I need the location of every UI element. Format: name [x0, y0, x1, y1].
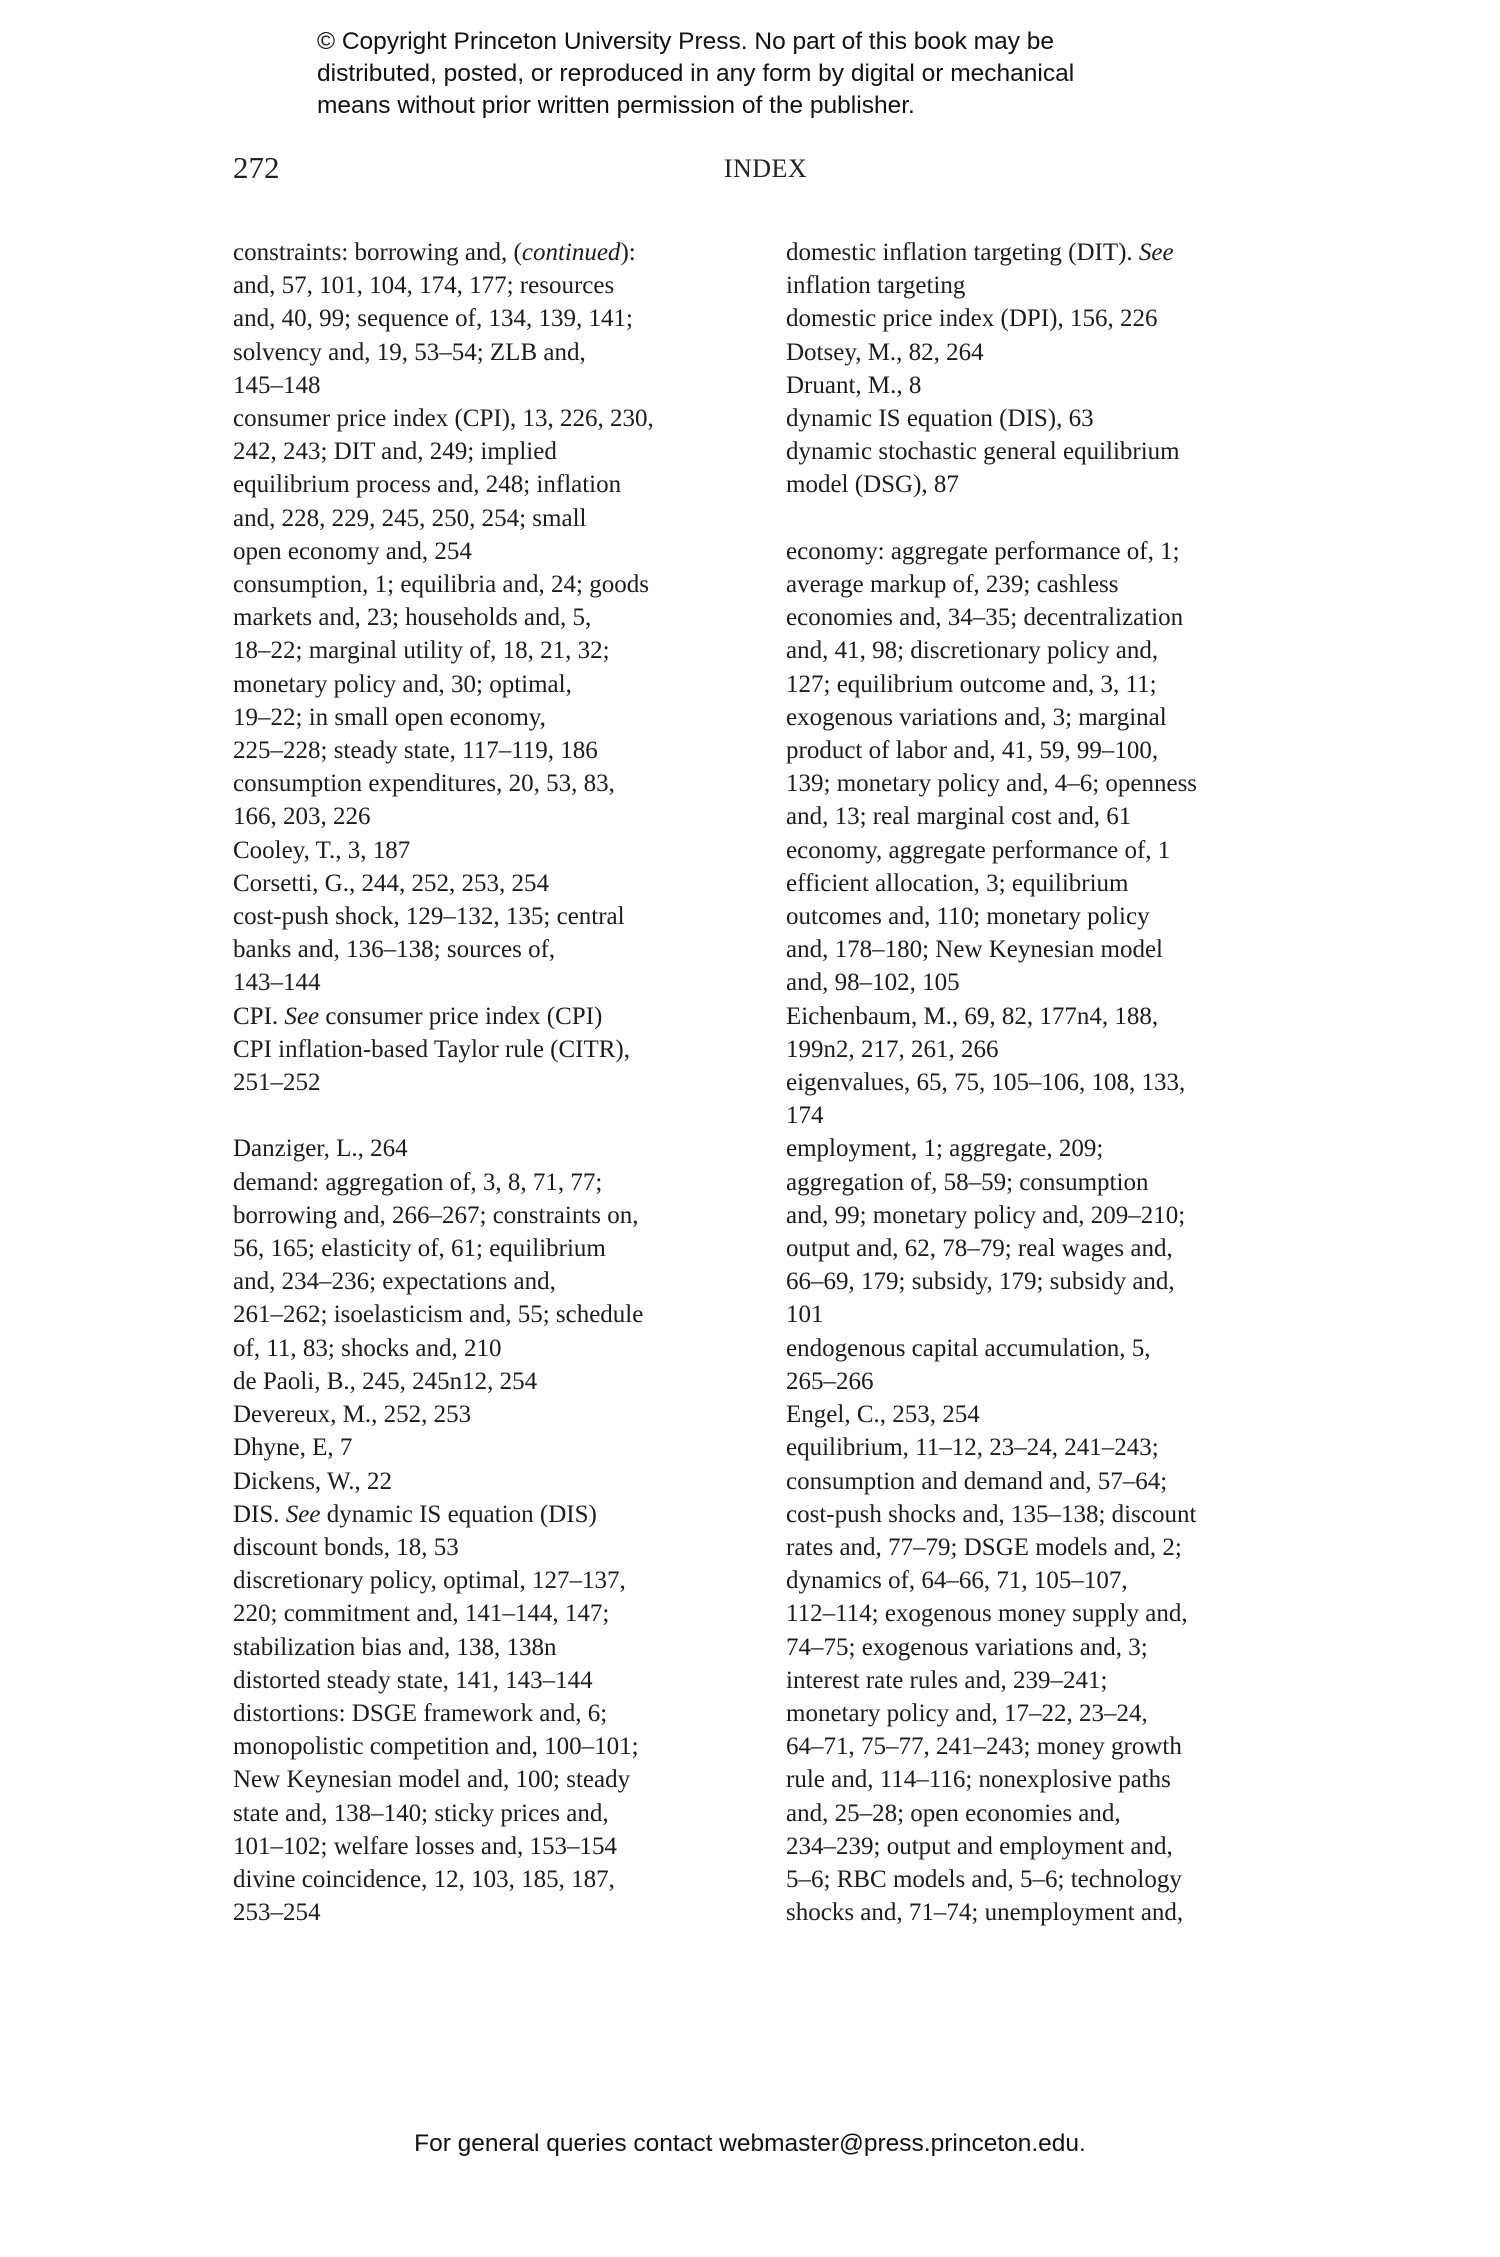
index-entry-heading-line: Dhyne, E, 7 [233, 1434, 353, 1462]
index-entry-continuation-line: model (DSG), 87 [786, 471, 959, 499]
copyright-line: means without prior written permission of the publisher. [317, 92, 915, 119]
index-entry-continuation-line: 145–148 [233, 371, 321, 399]
index-column-right [786, 236, 1326, 1929]
index-entry [786, 1431, 1326, 1929]
index-entry-continuation-line: 56, 165; elasticity of, 61; equilibrium [233, 1235, 606, 1263]
index-entry-continuation-line: 66–69, 179; subsidy, 179; subsidy and, [786, 1268, 1175, 1296]
index-entry-heading-line: DIS. See dynamic IS equation (DIS) [233, 1500, 597, 1528]
index-entry-continuation-line: and, 99; monetary policy and, 209–210; [786, 1201, 1186, 1229]
index-entry-continuation-line: 225–228; steady state, 117–119, 186 [233, 737, 598, 765]
index-entry-heading-line: economy, aggregate performance of, 1 [786, 836, 1171, 864]
index-entry-continuation-line: and, 41, 98; discretionary policy and, [786, 637, 1159, 665]
index-entry [786, 1132, 1326, 1331]
italic-cross-reference: See [1138, 239, 1174, 266]
index-entry [233, 1664, 773, 1697]
index-entry [786, 867, 1326, 1000]
index-entry [786, 1000, 1326, 1066]
index-entry [233, 900, 773, 1000]
index-entry-continuation-line: 265–266 [786, 1367, 874, 1395]
index-entry [233, 1398, 773, 1431]
index-entry [233, 1431, 773, 1464]
index-entry-continuation-line: 101–102; welfare losses and, 153–154 [233, 1832, 617, 1860]
index-entry-continuation-line: cost-push shocks and, 135–138; discount [786, 1500, 1197, 1528]
index-entry-heading-line: Danziger, L., 264 [233, 1135, 408, 1163]
index-entry-heading-line: Dickens, W., 22 [233, 1467, 393, 1495]
index-entry-heading-line: Eichenbaum, M., 69, 82, 177n4, 188, [786, 1002, 1159, 1030]
italic-cross-reference: continued [521, 239, 621, 266]
index-entry-continuation-line: exogenous variations and, 3; marginal [786, 703, 1167, 731]
index-entry-heading-line: consumption expenditures, 20, 53, 83, [233, 770, 615, 798]
index-entry-continuation-line: economies and, 34–35; decentralization [786, 604, 1184, 632]
index-entry-heading-line: de Paoli, B., 245, 245n12, 254 [233, 1367, 538, 1395]
index-entry-heading-line: efficient allocation, 3; equilibrium [786, 869, 1129, 897]
index-entry-continuation-line: 242, 243; DIT and, 249; implied [233, 438, 557, 466]
index-entry-continuation-line: shocks and, 71–74; unemployment and, [786, 1899, 1184, 1927]
index-entry [233, 1863, 773, 1929]
index-entry [233, 1000, 773, 1033]
index-entry [233, 1465, 773, 1498]
index-entry-continuation-line: monetary policy and, 30; optimal, [233, 670, 572, 698]
index-entry [786, 1066, 1326, 1132]
index-entry-continuation-line: 19–22; in small open economy, [233, 703, 546, 731]
index-entry-continuation-line: of, 11, 83; shocks and, 210 [233, 1334, 502, 1362]
index-entry [233, 1132, 773, 1165]
running-head [233, 150, 1298, 190]
index-entry-heading-line: employment, 1; aggregate, 209; [786, 1135, 1104, 1163]
index-entry-continuation-line: output and, 62, 78–79; real wages and, [786, 1235, 1173, 1263]
index-entry-continuation-line: dynamics of, 64–66, 71, 105–107, [786, 1567, 1128, 1595]
index-entry-continuation-line: markets and, 23; households and, 5, [233, 604, 592, 632]
index-entry-continuation-line: monetary policy and, 17–22, 23–24, [786, 1699, 1148, 1727]
index-entry [233, 402, 773, 568]
index-entry-heading-line: consumption, 1; equilibria and, 24; goods [233, 571, 649, 599]
index-entry [233, 1531, 773, 1564]
index-entry [786, 302, 1326, 335]
index-entry-continuation-line: inflation targeting [786, 272, 966, 300]
index-entry-continuation-line: and, 40, 99; sequence of, 134, 139, 141; [233, 305, 633, 333]
index-entry-continuation-line: 112–114; exogenous money supply and, [786, 1600, 1188, 1628]
index-entry [233, 1365, 773, 1398]
index-entry-heading-line: Engel, C., 253, 254 [786, 1401, 980, 1429]
index-entry-heading-line: dynamic IS equation (DIS), 63 [786, 405, 1094, 433]
index-entry-continuation-line: 251–252 [233, 1069, 321, 1097]
index-entry [786, 369, 1326, 402]
index-entry-continuation-line: outcomes and, 110; monetary policy [786, 903, 1150, 931]
letter-group-gap [786, 502, 1326, 535]
index-entry-continuation-line: aggregation of, 58–59; consumption [786, 1168, 1149, 1196]
index-entry-continuation-line: and, 25–28; open economies and, [786, 1799, 1121, 1827]
index-entry-continuation-line: borrowing and, 266–267; constraints on, [233, 1201, 639, 1229]
index-entry-continuation-line: 166, 203, 226 [233, 803, 371, 831]
index-entry [233, 834, 773, 867]
index-entry-continuation-line: 261–262; isoelasticism and, 55; schedule [233, 1301, 644, 1329]
italic-cross-reference: See [285, 1500, 321, 1528]
index-entry-heading-line: distorted steady state, 141, 143–144 [233, 1666, 593, 1694]
index-entry-heading-line: Cooley, T., 3, 187 [233, 836, 411, 864]
copyright-notice [317, 26, 1217, 122]
index-entry-continuation-line: rates and, 77–79; DSGE models and, 2; [786, 1533, 1182, 1561]
index-entry [233, 236, 773, 402]
index-entry [233, 568, 773, 767]
index-entry-continuation-line: consumption and demand and, 57–64; [786, 1467, 1168, 1495]
index-entry-continuation-line: monopolistic competition and, 100–101; [233, 1733, 639, 1761]
copyright-line: © Copyright Princeton University Press. No part of this book may be [317, 28, 1055, 55]
index-entry [786, 236, 1326, 302]
index-entry-heading-line: discretionary policy, optimal, 127–137, [233, 1567, 626, 1595]
index-entry [786, 1398, 1326, 1431]
footer-contact: For general queries contact webmaster@press.princeton.edu. [414, 2130, 1086, 2157]
index-entry [233, 767, 773, 833]
index-entry-continuation-line: interest rate rules and, 239–241; [786, 1666, 1108, 1694]
index-entry [786, 435, 1326, 501]
index-entry-continuation-line: banks and, 136–138; sources of, [233, 936, 556, 964]
index-entry-continuation-line: 101 [786, 1301, 824, 1329]
index-entry-continuation-line: 234–239; output and employment and, [786, 1832, 1173, 1860]
index-column-left [233, 236, 773, 1929]
index-entry-continuation-line: equilibrium process and, 248; inflation [233, 471, 622, 499]
index-entry-heading-line: divine coincidence, 12, 103, 185, 187, [233, 1865, 615, 1893]
index-entry [233, 1166, 773, 1365]
index-entry-heading-line: dynamic stochastic general equilibrium [786, 438, 1180, 466]
index-entry-continuation-line: rule and, 114–116; nonexplosive paths [786, 1766, 1171, 1794]
index-entry-continuation-line: 5–6; RBC models and, 5–6; technology [786, 1865, 1182, 1893]
index-entry-continuation-line: 199n2, 217, 261, 266 [786, 1035, 999, 1063]
index-entry-continuation-line: 18–22; marginal utility of, 18, 21, 32; [233, 637, 610, 665]
index-entry [786, 336, 1326, 369]
running-title: INDEX [723, 154, 808, 183]
index-entry-heading-line: CPI inflation-based Taylor rule (CITR), [233, 1035, 631, 1063]
index-entry-continuation-line: state and, 138–140; sticky prices and, [233, 1799, 609, 1827]
index-entry-heading-line: consumer price index (CPI), 13, 226, 230, [233, 405, 654, 433]
index-entry-heading-line: Dotsey, M., 82, 264 [786, 338, 984, 366]
index-entry-heading-line: discount bonds, 18, 53 [233, 1533, 459, 1561]
index-entry-continuation-line: New Keynesian model and, 100; steady [233, 1766, 631, 1794]
index-entry-heading-line: domestic inflation targeting (DIT). See [786, 239, 1174, 266]
index-entry-continuation-line: and, 178–180; New Keynesian model [786, 936, 1164, 964]
index-entry-continuation-line: 174 [786, 1102, 824, 1130]
index-entry-heading-line: cost-push shock, 129–132, 135; central [233, 903, 625, 931]
index-entry-heading-line: endogenous capital accumulation, 5, [786, 1334, 1151, 1362]
index-entry-continuation-line: 143–144 [233, 969, 321, 997]
index-entry-continuation-line: and, 234–236; expectations and, [233, 1268, 556, 1296]
index-entry [786, 834, 1326, 867]
index-entry-continuation-line: product of labor and, 41, 59, 99–100, [786, 737, 1159, 765]
index-entry-continuation-line: 220; commitment and, 141–144, 147; [233, 1600, 610, 1628]
index-entry-continuation-line: and, 228, 229, 245, 250, 254; small [233, 504, 587, 532]
index-entry [786, 1332, 1326, 1398]
copyright-line: distributed, posted, or reproduced in any form by digital or mechanical [317, 60, 1075, 87]
index-entry-heading-line: economy: aggregate performance of, 1; [786, 537, 1180, 565]
index-entry [233, 867, 773, 900]
index-entry-continuation-line: and, 13; real marginal cost and, 61 [786, 803, 1132, 831]
index-entry-heading-line: Druant, M., 8 [786, 371, 922, 399]
index-entry-continuation-line: 253–254 [233, 1899, 321, 1927]
index-entry-continuation-line: 139; monetary policy and, 4–6; openness [786, 770, 1198, 798]
letter-group-gap [233, 1099, 773, 1132]
index-entry [233, 1498, 773, 1531]
index-entry-heading-line: Corsetti, G., 244, 252, 253, 254 [233, 869, 549, 897]
index-entry-heading-line: constraints: borrowing and, (continued): [233, 239, 636, 266]
index-entry [233, 1697, 773, 1863]
index-entry-continuation-line: and, 57, 101, 104, 174, 177; resources [233, 272, 615, 300]
index-entry-continuation-line: 74–75; exogenous variations and, 3; [786, 1633, 1148, 1661]
index-entry-heading-line: demand: aggregation of, 3, 8, 71, 77; [233, 1168, 603, 1196]
index-entry-heading-line: equilibrium, 11–12, 23–24, 241–243; [786, 1434, 1159, 1462]
index-entry-heading-line: domestic price index (DPI), 156, 226 [786, 305, 1158, 333]
index-entry-continuation-line: open economy and, 254 [233, 537, 472, 565]
index-entry [233, 1033, 773, 1099]
page-number: 272 [233, 150, 280, 185]
index-entry-heading-line: eigenvalues, 65, 75, 105–106, 108, 133, [786, 1069, 1186, 1097]
index-entry-continuation-line: 127; equilibrium outcome and, 3, 11; [786, 670, 1157, 698]
index-entry-continuation-line: solvency and, 19, 53–54; ZLB and, [233, 338, 586, 366]
index-entry-heading-line: Devereux, M., 252, 253 [233, 1401, 472, 1429]
index-entry [786, 535, 1326, 834]
index-entry [786, 402, 1326, 435]
italic-cross-reference: See [284, 1002, 320, 1030]
index-entry-continuation-line: and, 98–102, 105 [786, 969, 960, 997]
index-entry-heading-line: distortions: DSGE framework and, 6; [233, 1699, 608, 1727]
index-entry-continuation-line: 64–71, 75–77, 241–243; money growth [786, 1733, 1182, 1761]
index-entry [233, 1564, 773, 1664]
index-entry-continuation-line: average markup of, 239; cashless [786, 571, 1119, 599]
index-entry-heading-line: CPI. See consumer price index (CPI) [233, 1002, 603, 1030]
index-entry-continuation-line: stabilization bias and, 138, 138n [233, 1633, 557, 1661]
